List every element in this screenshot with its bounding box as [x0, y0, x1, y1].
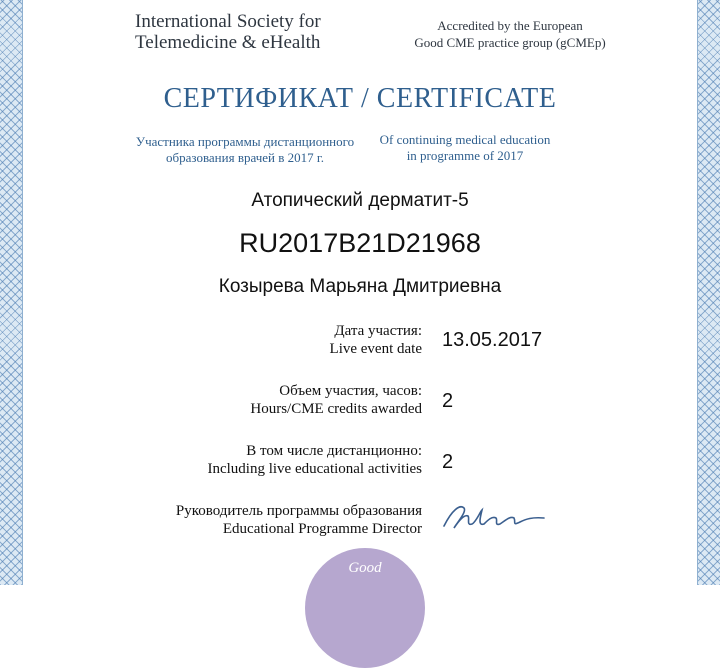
certificate-title: СЕРТИФИКАТ / CERTIFICATE [163, 83, 557, 114]
subtitle-english [365, 132, 565, 164]
field-value-distance: 2 [442, 451, 454, 473]
organization-name [135, 11, 321, 53]
director-label-ru: Руководитель программы образования [175, 503, 422, 519]
field-label-hours-ru: Объем участия, часов: [279, 383, 422, 399]
accreditation-seal [305, 548, 425, 668]
field-label-distance-en: Including live educational activities [207, 461, 422, 477]
field-label-distance-ru: В том числе дистанционно: [246, 443, 422, 459]
field-label-date-en: Live event date [329, 341, 422, 357]
field-label-hours [250, 382, 422, 418]
subtitle-russian [120, 134, 370, 166]
field-label-distance [207, 442, 422, 478]
director-label [176, 502, 422, 538]
seal-text: Good [348, 560, 382, 576]
director-signature [440, 500, 550, 534]
field-value-date: 13.05.2017 [442, 329, 543, 351]
subtitle-english-line1: Of continuing medical education [379, 132, 551, 147]
subtitle-russian-line2: образования врачей в 2017 г. [166, 150, 324, 165]
subtitle-english-line2: in programme of 2017 [406, 148, 524, 163]
organization-name-line2: Telemedicine & eHealth [135, 32, 321, 53]
accreditation-line2: Good CME practice group (gCMEp) [414, 35, 606, 50]
accreditation-note [390, 17, 630, 51]
director-label-en: Educational Programme Director [222, 521, 422, 537]
certificate-id: RU2017B21D21968 [239, 228, 481, 258]
organization-name-line1: International Society for [135, 11, 321, 32]
recipient-name: Козырева Марьяна Дмитриевна [218, 276, 502, 297]
subtitle-russian-line1: Участника программы дистанционного [135, 134, 355, 149]
field-label-date-ru: Дата участия: [334, 323, 422, 339]
course-name: Атопический дерматит-5 [251, 190, 469, 211]
accreditation-line1: Accredited by the European [437, 18, 583, 33]
field-label-hours-en: Hours/CME credits awarded [250, 401, 422, 417]
field-label-date [330, 322, 422, 358]
field-value-hours: 2 [442, 390, 454, 412]
